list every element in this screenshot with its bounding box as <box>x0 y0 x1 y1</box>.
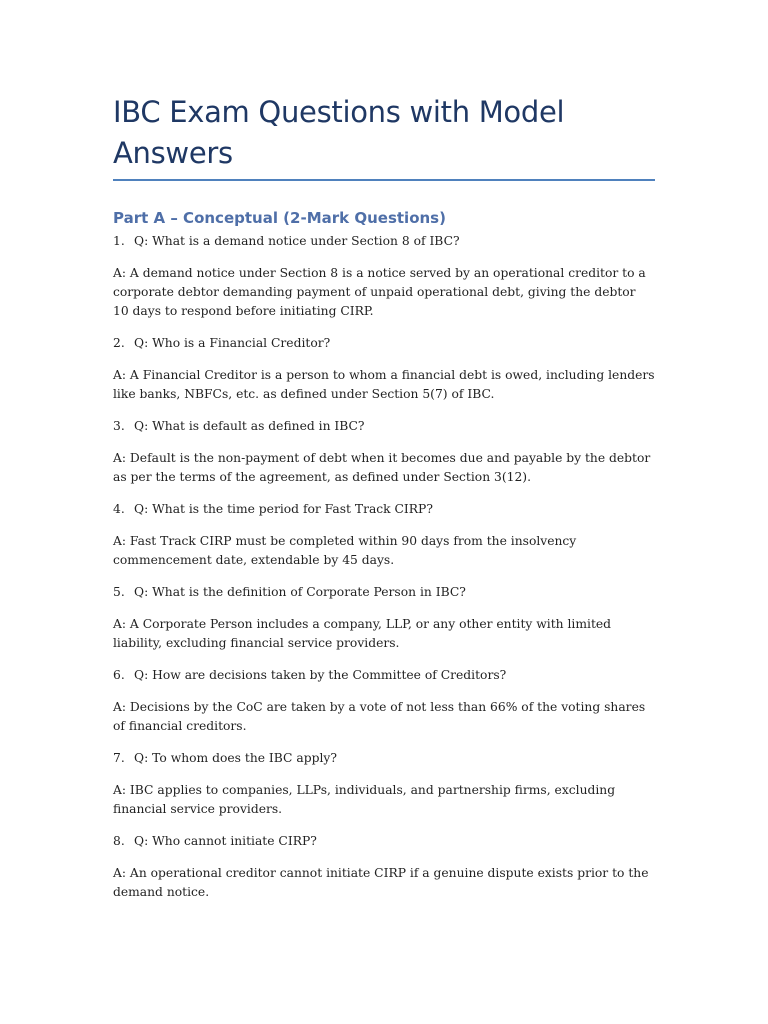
question-number: 8. <box>113 834 125 848</box>
question <box>113 583 655 602</box>
question-text: Q: What is the time period for Fast Track CIRP? <box>134 502 433 516</box>
qa-item <box>113 334 655 404</box>
answer: A: An operational creditor cannot initiate CIRP if a genuine dispute exists prior to the demand notice. <box>113 866 649 899</box>
qa-item <box>113 666 655 736</box>
qa-item <box>113 583 655 653</box>
qa-list <box>113 232 655 902</box>
question-text: Q: Who cannot initiate CIRP? <box>134 834 317 848</box>
question-text: Q: How are decisions taken by the Committee of Creditors? <box>134 668 507 682</box>
question-number: 2. <box>113 336 125 350</box>
qa-item <box>113 832 655 902</box>
question <box>113 749 655 768</box>
question-text: Q: What is the definition of Corporate Person in IBC? <box>134 585 466 599</box>
answer: A: A demand notice under Section 8 is a notice served by an operational creditor to a corporate debtor demanding payment of unpaid operational debt, giving the debtor 10 days to respond before initiating CIRP. <box>113 266 646 318</box>
title-divider <box>113 179 655 181</box>
question-text: Q: What is a demand notice under Section 8 of IBC? <box>134 234 460 248</box>
qa-item <box>113 417 655 487</box>
question-number: 4. <box>113 502 125 516</box>
question <box>113 500 655 519</box>
question-number: 7. <box>113 751 125 765</box>
answer: A: A Corporate Person includes a company, LLP, or any other entity with limited liability, excluding financial service providers. <box>113 617 612 650</box>
question <box>113 232 655 251</box>
document-page <box>113 92 655 915</box>
qa-item <box>113 232 655 321</box>
question <box>113 666 655 685</box>
answer: A: Decisions by the CoC are taken by a vote of not less than 66% of the voting shares of financial creditors. <box>113 700 646 733</box>
qa-item <box>113 500 655 570</box>
question-number: 6. <box>113 668 125 682</box>
answer: A: Fast Track CIRP must be completed within 90 days from the insolvency commencement date, extendable by 45 days. <box>113 534 577 567</box>
question-number: 3. <box>113 419 125 433</box>
question-text: Q: Who is a Financial Creditor? <box>134 336 331 350</box>
question-number: 5. <box>113 585 125 599</box>
qa-item <box>113 749 655 819</box>
question-text: Q: To whom does the IBC apply? <box>134 751 337 765</box>
answer: A: Default is the non-payment of debt when it becomes due and payable by the debtor as per the terms of the agreement, as defined under Section 3(12). <box>113 451 651 484</box>
question-text: Q: What is default as defined in IBC? <box>134 419 365 433</box>
question-number: 1. <box>113 234 125 248</box>
answer: A: IBC applies to companies, LLPs, individuals, and partnership firms, excluding financial service providers. <box>113 783 616 816</box>
section-heading: Part A – Conceptual (2-Mark Questions) <box>113 209 446 227</box>
answer: A: A Financial Creditor is a person to whom a financial debt is owed, including lenders like banks, NBFCs, etc. as defined under Section 5(7) of IBC. <box>113 368 655 401</box>
question <box>113 832 655 851</box>
question <box>113 417 655 436</box>
question <box>113 334 655 353</box>
document-title: IBC Exam Questions with Model Answers <box>113 95 565 170</box>
